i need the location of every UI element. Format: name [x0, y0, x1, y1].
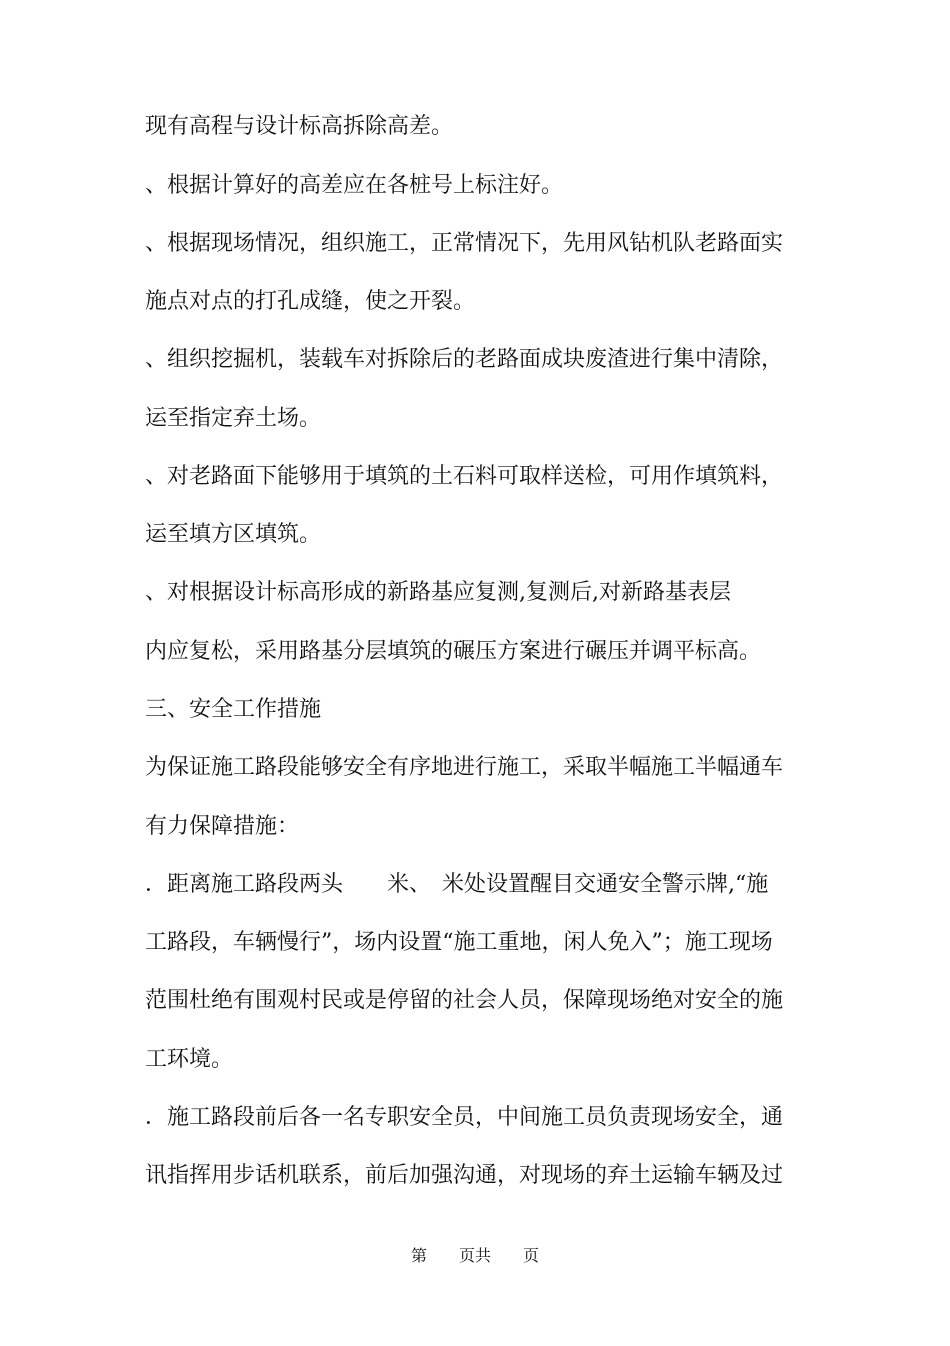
text-line-6: 运至指定弃土场。: [145, 406, 322, 431]
text-line-10: 内应复松，采用路基分层填筑的碾压方案进行碾压并调平标高。: [145, 639, 762, 664]
text-line-14: ．距离施工路段两头 米、 米处设置醒目交通安全警示牌,“施: [145, 872, 769, 897]
text-line-7: 、对老路面下能够用于填筑的土石料可取样送检，可用作填筑料，: [145, 464, 784, 489]
text-line-2: 、根据计算好的高差应在各桩号上标注好。: [145, 173, 564, 198]
text-line-17: 工环境。: [145, 1047, 234, 1072]
text-line-16: 范围杜绝有围观村民或是停留的社会人员，保障现场绝对安全的施: [145, 988, 784, 1013]
text-line-8: 运至填方区填筑。: [145, 522, 322, 547]
page-footer: 第 页共 页: [410, 1246, 539, 1265]
text-line-9: 、对根据设计标高形成的新路基应复测,复测后,对新路基表层: [145, 580, 731, 605]
text-line-12: 为保证施工路段能够安全有序地进行施工，采取半幅施工半幅通车: [145, 755, 784, 780]
text-line-5: 、组织挖掘机，装载车对拆除后的老路面成块废渣进行集中清除，: [145, 347, 784, 372]
text-line-13: 有力保障措施：: [145, 814, 300, 839]
text-line-1: 现有高程与设计标高拆除高差。: [145, 114, 454, 139]
text-line-15: 工路段，车辆慢行”，场内设置“施工重地，闲人免入”；施工现场: [145, 930, 773, 955]
text-line-18: ．施工路段前后各一名专职安全员，中间施工员负责现场安全，通: [145, 1105, 784, 1130]
text-line-4: 施点对点的打孔成缝，使之开裂。: [145, 289, 476, 314]
section-heading: 三、安全工作措施: [145, 697, 322, 722]
text-line-19: 讯指挥用步话机联系，前后加强沟通，对现场的弃土运输车辆及过: [145, 1163, 784, 1188]
text-line-3: 、根据现场情况，组织施工，正常情况下，先用风钻机队老路面实: [145, 231, 784, 256]
